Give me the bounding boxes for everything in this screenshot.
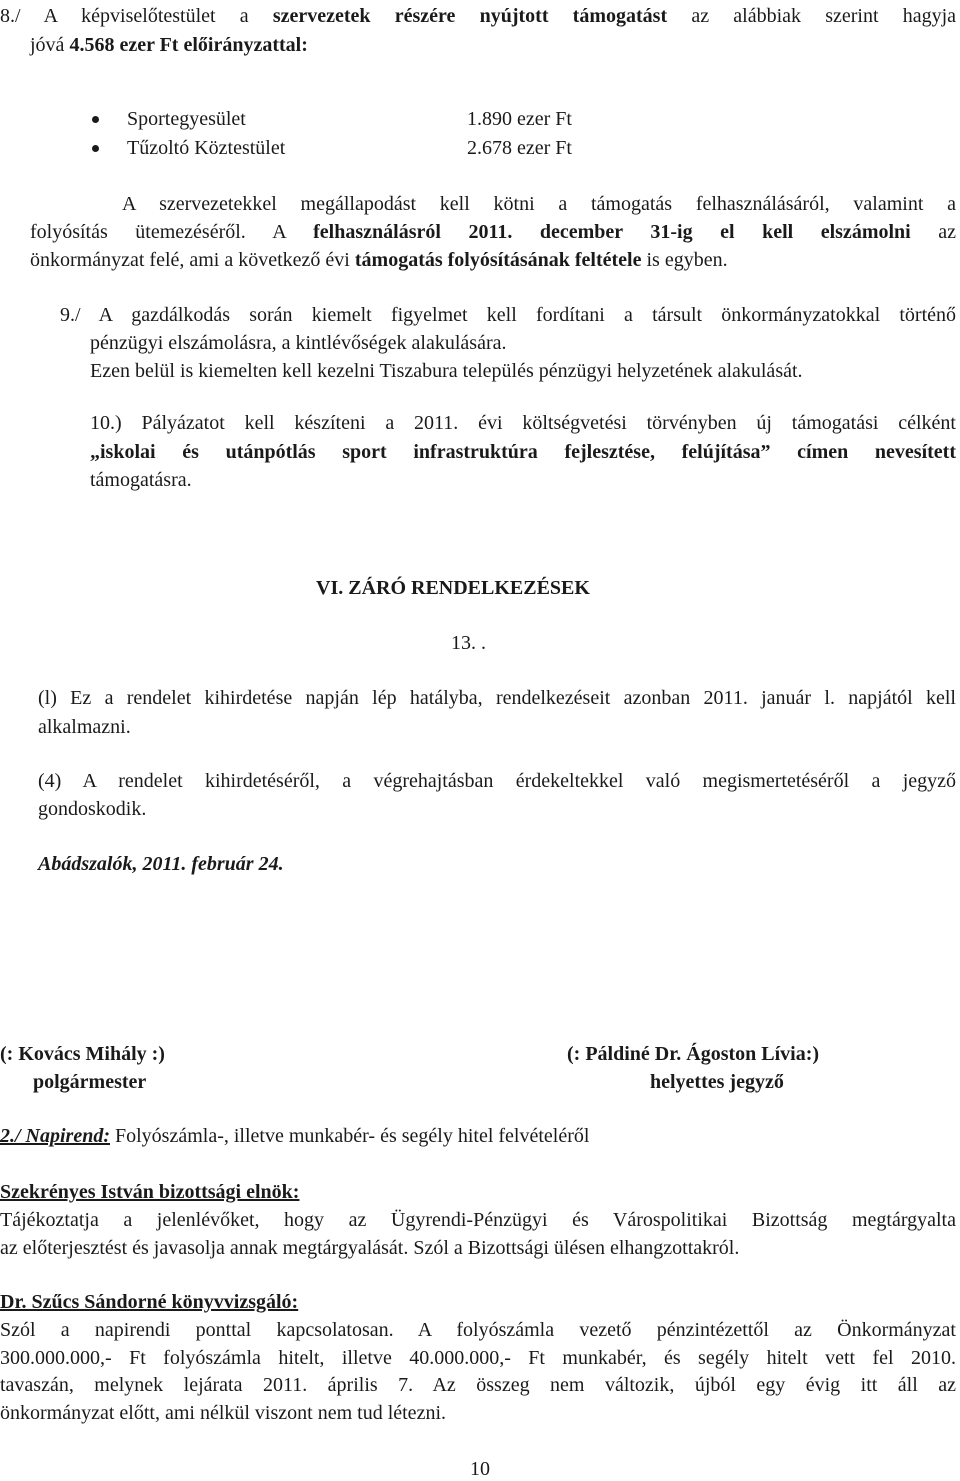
agenda-label: 2./ Napirend:: [0, 1125, 110, 1147]
bullet-icon: [92, 145, 99, 152]
s10-line-3: támogatásra.: [90, 469, 192, 491]
s8-para-line-3: [30, 248, 728, 272]
bullet-icon: [92, 116, 99, 123]
place-date-text: Abádszalók, 2011. február 24.: [38, 853, 284, 875]
s10-line-2-text: „iskolai és utánpótlás sport infrastruktúra fejlesztése, felújítása” címen nevesített: [90, 441, 956, 463]
speaker-2-name: [0, 1290, 298, 1314]
signature-left-name-text: (: Kovács Mihály :): [0, 1043, 165, 1065]
s9-line-3: Ezen belül is kiemelten kell kezelni Tiszabura település pénzügyi helyzetének alakulását.: [90, 360, 803, 382]
speaker-1-line-1: Tájékoztatja a jelenlévőket, hogy az Ügyrendi-Pénzügyi és Várospolitikai Bizottság megtárgyalta: [0, 1209, 956, 1231]
s8-line-1: [0, 4, 956, 28]
item-amount: 1.890 ezer Ft: [467, 108, 572, 130]
s8-line-1-b: szervezetek részére nyújtott támogatást: [272, 5, 668, 27]
page-number: 10: [470, 1458, 490, 1480]
s8-para-2b: A: [272, 221, 314, 243]
s8-para-line-2: [30, 220, 956, 244]
s8-para-2a: folyósítás ütemezéséről.: [30, 221, 273, 243]
signature-left-name: [0, 1042, 165, 1066]
speaker-1-name: [0, 1180, 299, 1204]
signature-left-title: [33, 1070, 146, 1094]
s8-para-2c: felhasználásról 2011. december 31-ig el kell elszámolni: [313, 221, 911, 243]
s8-para-3b: támogatás folyósításának feltétele: [354, 249, 642, 271]
s8-line-2: [30, 33, 308, 57]
clause-1-line-2: alkalmazni.: [38, 716, 131, 738]
place-date: [38, 852, 284, 876]
s8-line-2-a: jóvá: [30, 34, 70, 56]
chapter-title: [316, 576, 590, 600]
signature-right-title-text: helyettes jegyző: [650, 1071, 784, 1093]
s8-para-3c: is egyben.: [641, 249, 728, 271]
speaker-2-name-text: Dr. Szűcs Sándorné könyvvizsgáló:: [0, 1291, 299, 1313]
signature-right-name: [567, 1042, 819, 1066]
speaker-2-line-4: önkormányzat előtt, ami nélkül viszont nem tud létezni.: [0, 1402, 446, 1424]
s9-line-2: pénzügyi elszámolásra, a kintlévőségek alakulására.: [90, 332, 507, 354]
item-name: Sportegyesület: [127, 108, 246, 130]
clause-4-line-2: gondoskodik.: [38, 798, 147, 820]
s8-para-line-1: A szervezetekkel megállapodást kell kötni a támogatás felhasználásáról, valamint a: [122, 193, 956, 215]
speaker-1-name-text: Szekrényes István bizottsági elnök:: [0, 1181, 300, 1203]
agenda-text: Folyószámla-, illetve munkabér- és segély hitel felvételéről: [110, 1125, 590, 1147]
s10-line-2: [90, 440, 956, 464]
s8-para-3a: önkormányzat felé, ami a következő évi: [30, 249, 355, 271]
s8-line-1-a: 8./ A képviselőtestület a: [0, 5, 273, 27]
chapter-title-text: VI. ZÁRÓ RENDELKEZÉSEK: [316, 577, 590, 599]
signature-left-title-text: polgármester: [33, 1071, 147, 1093]
s10-line-1: 10.) Pályázatot kell készíteni a 2011. évi költségvetési törvényben új támogatási célként: [90, 412, 956, 434]
speaker-1-line-2: az előterjesztést és javasolja annak megtárgyalását. Szól a Bizottsági ülésen elhangzottakról.: [0, 1237, 740, 1259]
speaker-2-line-1: Szól a napirendi ponttal kapcsolatosan. A folyószámla vezető pénzintézettől az Önkormányzat: [0, 1319, 956, 1341]
speaker-2-line-2: 300.000.000,- Ft folyószámla hitelt, illetve 40.000.000,- Ft munkabér, és segély hitelt vett fel 2010.: [0, 1347, 956, 1369]
signature-right-title: [650, 1070, 784, 1094]
speaker-2-line-3: tavaszán, melynek lejárata 2011. április 7. Az összeg nem változik, újból egy évig itt áll az: [0, 1374, 956, 1396]
s8-line-1-c: az alábbiak szerint hagyja: [667, 5, 956, 27]
item-amount: 2.678 ezer Ft: [467, 137, 572, 159]
s8-para-2d: az: [910, 221, 957, 243]
signature-right-name-text: (: Páldiné Dr. Ágoston Lívia:): [567, 1043, 820, 1065]
agenda-line: [0, 1124, 589, 1148]
s9-line-1: 9./ A gazdálkodás során kiemelt figyelmet kell fordítani a társult önkormányzatokkal történő: [60, 304, 956, 326]
s8-line-2-b: 4.568 ezer Ft előirányzattal:: [69, 34, 308, 56]
clause-1-line-1: (l) Ez a rendelet kihirdetése napján lép hatályba, rendelkezéseit azonban 2011. január l. napjától kell: [38, 687, 956, 709]
paragraph-number: 13. .: [451, 632, 486, 654]
clause-4-line-1: (4) A rendelet kihirdetéséről, a végrehajtásban érdekeltekkel való megismertetéséről a jegyző: [38, 770, 956, 792]
item-name: Tűzoltó Köztestület: [127, 137, 286, 159]
